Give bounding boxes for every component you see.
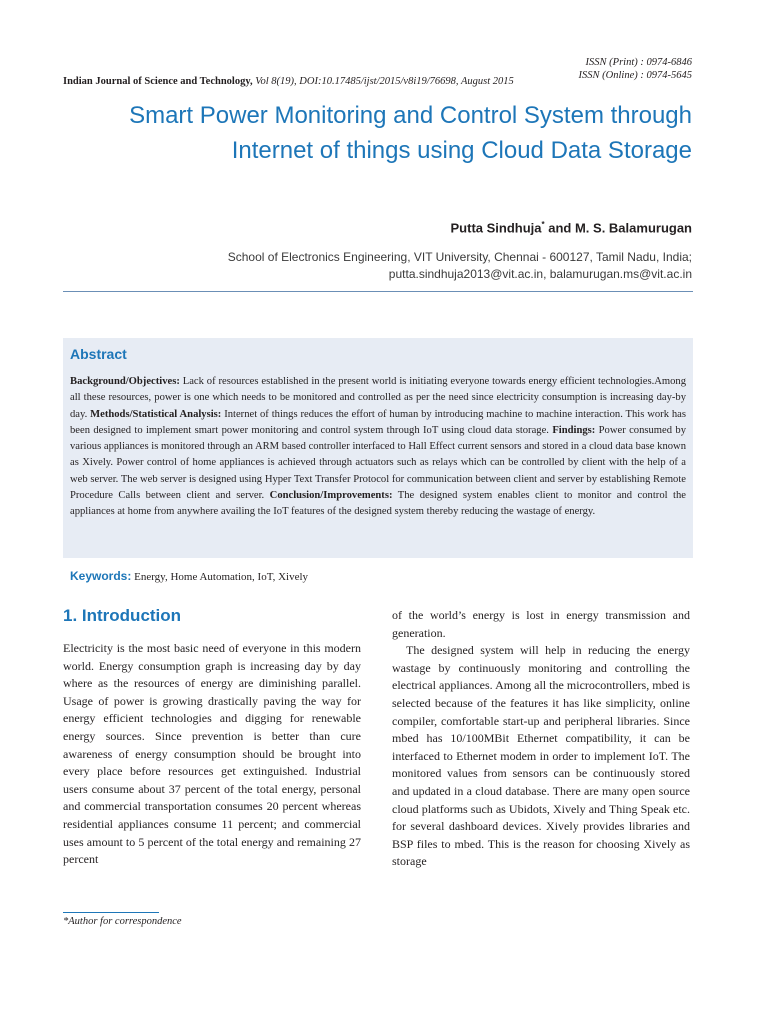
intro-paragraph-continued: of the world’s energy is lost in energy transmission and generation.: [392, 608, 690, 640]
column-left: [63, 640, 361, 869]
abstract-methods-text: Internet of things reduces the effort of human by introducing machine to machine interaction. This work has been designed to implement smart power monitoring and control system through IoT using cloud data storage.: [70, 408, 686, 436]
footnote: *Author for correspondence: [63, 916, 182, 927]
issn-online: ISSN (Online) : 0974-5645: [578, 70, 692, 81]
paper-title: Smart Power Monitoring and Control System through Internet of things using Cloud Data Storage: [129, 102, 692, 164]
authors: [451, 220, 692, 235]
author-rest: and M. S. Balamurugan: [544, 220, 692, 236]
abstract-findings-text: Power consumed by various appliances is monitored through an ARM based controller interfaced to Hall Effect current sensors and stored in a cloud data base known as Xively. Power control of home appliances is achieved through actuators such as relays which can be controlled by client with the help of a web server. The web server is designed using Hyper Text Transfer Protocol for communication between client and server by establishing Remote Procedure Calls between client and server.: [70, 424, 687, 502]
abstract-body: [70, 374, 686, 521]
section-heading-introduction: 1. Introduction: [63, 606, 182, 625]
journal-name: Indian Journal of Science and Technology,: [63, 76, 253, 87]
abstract-heading: Abstract: [70, 346, 127, 362]
abstract-conclusion-label: Conclusion/Improvements:: [269, 490, 393, 502]
journal-citation: [63, 76, 514, 87]
abstract-bg-text: Lack of resources established in the present world is initiating everyone towards energy efficient technologies.Among all these resources, power is one which needs to be monitored and controlled as per the need since electricity consumption is increasing day-by day.: [70, 376, 686, 420]
issn-block: [579, 56, 692, 82]
affiliation-emails: putta.sindhuja2013@vit.ac.in, balamurugan.ms@vit.ac.in: [388, 267, 692, 281]
affiliation: [72, 249, 692, 283]
abstract-conclusion-text: The designed system enables client to monitor and control the appliances at home from anywhere availing the IoT features of the designed system thereby reducing the wastage of energy.: [70, 490, 686, 518]
correspondence-mark: *: [541, 220, 545, 229]
intro-paragraph-2: The designed system will help in reducing the energy wastage by continuously monitoring and controlling the electrical appliances. Among all the microcontrollers, mbed is selected because of the features it has like simplicity, online compiler, comfortable start-up and peripheral libraries. Since mbed has 10/100MBit Ethernet compatibility, it can be interfaced to Ethernet modem in order to implement IoT. The monitored values from sensors can be continuously stored and updated in a cloud database. There are many open source cloud platforms such as Ubidots, Xively and Thing Speak etc. for several dashboard devices. Xively provides libraries and BSP files to mbed. This is the reason for choosing Xively as storage: [392, 643, 690, 869]
keywords-label: Keywords:: [70, 569, 132, 583]
intro-paragraph-1: Electricity is the most basic need of everyone in this modern world. Energy consumption graph is increasing day by day where as the resources of energy are diminishing parallel. Usage of power is growing drastically paving the way for energy efficient technologies and digging for renewable energy sources. Since prevention is better than cure awareness of energy consumption should be brought into every place before resources get extinguished. Industrial users consume about 37 percent of the total energy, personal and commercial transportation consumes 20 percent whereas residential appliances consume 11 percent; and commercial uses amount to 5 percent of the total energy and remaining 27 percent: [63, 641, 361, 867]
issn-print: ISSN (Print) : 0974-6846: [585, 57, 692, 68]
affiliation-line-1: School of Electronics Engineering, VIT University, Chennai - 600127, Tamil Nadu, India;: [227, 250, 692, 264]
journal-meta: Vol 8(19), DOI:10.17485/ijst/2015/v8i19/76698, August 2015: [255, 76, 514, 87]
author-1: Putta Sindhuja: [450, 220, 542, 236]
abstract-findings-label: Findings:: [552, 424, 596, 436]
abstract-methods-label: Methods/Statistical Analysis:: [90, 408, 222, 420]
keywords: [70, 569, 308, 583]
column-right: [392, 607, 690, 871]
footnote-divider: [63, 912, 159, 913]
abstract-bg-label: Background/Objectives:: [70, 376, 180, 387]
keywords-text: Energy, Home Automation, IoT, Xively: [131, 571, 309, 583]
header-divider: [63, 291, 693, 292]
